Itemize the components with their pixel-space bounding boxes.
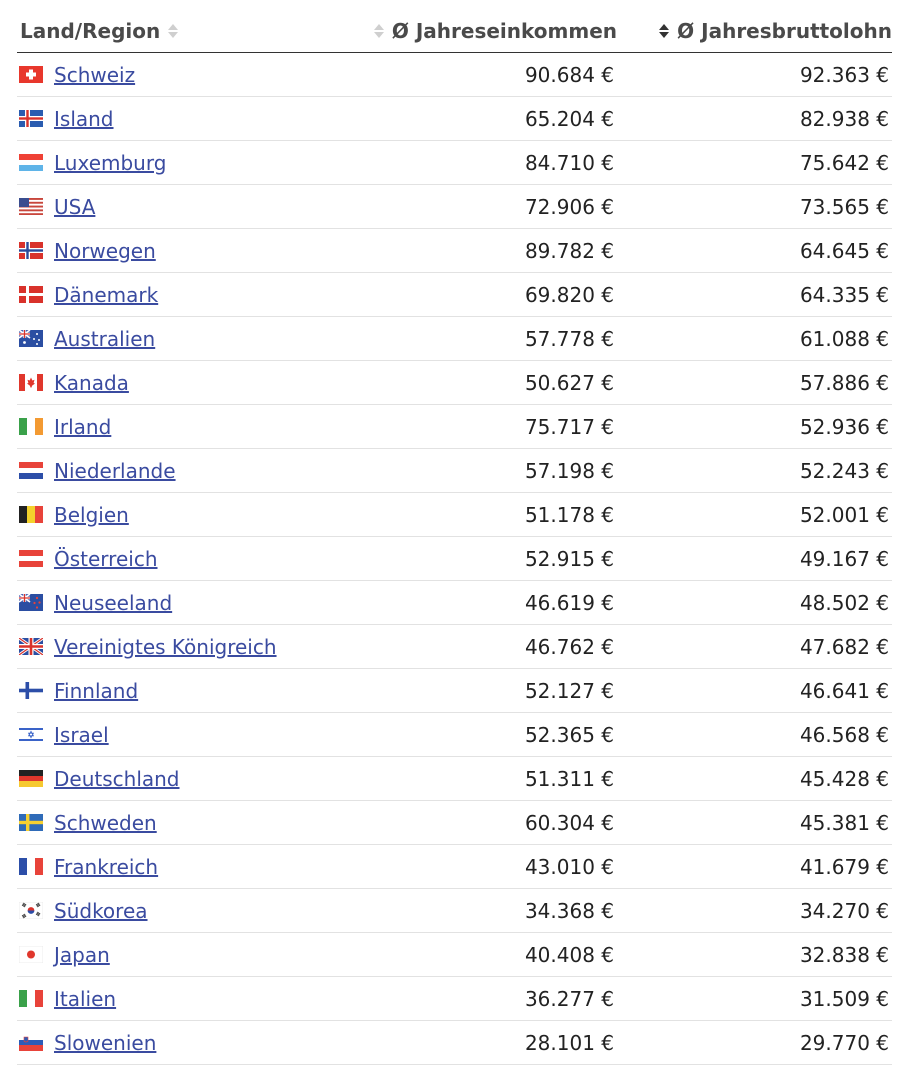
table-row	[17, 273, 892, 317]
einkommen-value: 72.906 €	[524, 194, 614, 219]
table-row	[17, 713, 892, 757]
country-cell	[17, 811, 337, 835]
sort-icon[interactable]	[167, 21, 179, 41]
country-link[interactable]: Slowenien	[54, 1030, 157, 1055]
country-link[interactable]: Frankreich	[54, 854, 159, 879]
header-einkommen-label[interactable]: Ø Jahreseinkommen	[391, 19, 617, 43]
finland-flag-icon	[19, 682, 43, 699]
ireland-flag-icon	[19, 418, 43, 435]
table-row	[17, 889, 892, 933]
einkommen-value: 57.198 €	[524, 458, 614, 483]
lohn-value: 31.509 €	[799, 986, 889, 1011]
einkommen-value: 46.762 €	[524, 634, 614, 659]
country-link[interactable]: Neuseeland	[54, 590, 173, 615]
lohn-value: 61.088 €	[799, 326, 889, 351]
iceland-flag-icon	[19, 110, 43, 127]
einkommen-value: 57.778 €	[524, 326, 614, 351]
table-row	[17, 581, 892, 625]
norway-flag-icon	[19, 242, 43, 259]
einkommen-value: 75.717 €	[524, 414, 614, 439]
table-row	[17, 757, 892, 801]
income-table	[17, 10, 892, 1065]
country-cell	[17, 547, 337, 571]
country-link[interactable]: Schweiz	[54, 62, 136, 87]
country-cell	[17, 371, 337, 395]
usa-flag-icon	[19, 198, 43, 215]
country-cell	[17, 899, 337, 923]
table-row	[17, 933, 892, 977]
lohn-value: 92.363 €	[799, 62, 889, 87]
lohn-value: 45.381 €	[799, 810, 889, 835]
lohn-value: 34.270 €	[799, 898, 889, 923]
country-link[interactable]: USA	[54, 194, 96, 219]
germany-flag-icon	[19, 770, 43, 787]
canada-flag-icon	[19, 374, 43, 391]
country-cell	[17, 855, 337, 879]
country-cell	[17, 63, 337, 87]
table-row	[17, 449, 892, 493]
einkommen-value: 52.915 €	[524, 546, 614, 571]
denmark-flag-icon	[19, 286, 43, 303]
country-cell	[17, 503, 337, 527]
country-link[interactable]: Luxemburg	[54, 150, 167, 175]
lohn-value: 52.001 €	[799, 502, 889, 527]
table-row	[17, 801, 892, 845]
table-row	[17, 361, 892, 405]
table-row	[17, 493, 892, 537]
table-header	[17, 10, 892, 53]
einkommen-value: 51.311 €	[524, 766, 614, 791]
south-korea-flag-icon	[19, 902, 43, 919]
united-kingdom-flag-icon	[19, 638, 43, 655]
israel-flag-icon	[19, 726, 43, 743]
table-row	[17, 229, 892, 273]
country-cell	[17, 239, 337, 263]
country-link[interactable]: Irland	[54, 414, 112, 439]
netherlands-flag-icon	[19, 462, 43, 479]
country-link[interactable]: Südkorea	[54, 898, 148, 923]
country-link[interactable]: Finnland	[54, 678, 139, 703]
country-cell	[17, 195, 337, 219]
table-body	[17, 53, 892, 1065]
belgium-flag-icon	[19, 506, 43, 523]
table-row	[17, 977, 892, 1021]
austria-flag-icon	[19, 550, 43, 567]
country-cell	[17, 943, 337, 967]
table-row	[17, 405, 892, 449]
luxembourg-flag-icon	[19, 154, 43, 171]
country-link[interactable]: Island	[54, 106, 114, 131]
lohn-value: 46.568 €	[799, 722, 889, 747]
lohn-value: 29.770 €	[799, 1030, 889, 1055]
sweden-flag-icon	[19, 814, 43, 831]
einkommen-value: 60.304 €	[524, 810, 614, 835]
einkommen-value: 43.010 €	[524, 854, 614, 879]
header-land-column[interactable]	[17, 19, 340, 43]
table-row	[17, 317, 892, 361]
lohn-value: 41.679 €	[799, 854, 889, 879]
table-row	[17, 97, 892, 141]
country-link[interactable]: Niederlande	[54, 458, 176, 483]
einkommen-value: 46.619 €	[524, 590, 614, 615]
country-cell	[17, 1031, 337, 1055]
country-link[interactable]: Schweden	[54, 810, 157, 835]
slovenia-flag-icon	[19, 1034, 43, 1051]
country-link[interactable]: Dänemark	[54, 282, 159, 307]
einkommen-value: 89.782 €	[524, 238, 614, 263]
country-cell	[17, 591, 337, 615]
japan-flag-icon	[19, 946, 43, 963]
lohn-value: 47.682 €	[799, 634, 889, 659]
einkommen-value: 51.178 €	[524, 502, 614, 527]
country-cell	[17, 679, 337, 703]
table-row	[17, 53, 892, 97]
country-link[interactable]: Kanada	[54, 370, 129, 395]
lohn-value: 73.565 €	[799, 194, 889, 219]
country-cell	[17, 327, 337, 351]
einkommen-value: 84.710 €	[524, 150, 614, 175]
einkommen-value: 65.204 €	[524, 106, 614, 131]
sort-descending-icon[interactable]	[658, 21, 670, 41]
header-lohn-column[interactable]	[617, 19, 892, 43]
country-cell	[17, 767, 337, 791]
country-link[interactable]: Australien	[54, 326, 156, 351]
australia-flag-icon	[19, 330, 43, 347]
country-cell	[17, 415, 337, 439]
country-link[interactable]: Österreich	[54, 546, 158, 571]
einkommen-value: 69.820 €	[524, 282, 614, 307]
lohn-value: 75.642 €	[799, 150, 889, 175]
table-row	[17, 669, 892, 713]
einkommen-value: 36.277 €	[524, 986, 614, 1011]
country-link[interactable]: Israel	[54, 722, 109, 747]
table-row	[17, 625, 892, 669]
country-cell	[17, 151, 337, 175]
lohn-value: 52.243 €	[799, 458, 889, 483]
einkommen-value: 28.101 €	[524, 1030, 614, 1055]
table-row	[17, 537, 892, 581]
header-einkommen-column[interactable]	[340, 19, 617, 43]
table-row	[17, 845, 892, 889]
sort-icon[interactable]	[373, 21, 385, 41]
lohn-value: 64.335 €	[799, 282, 889, 307]
country-link[interactable]: Belgien	[54, 502, 129, 527]
lohn-value: 45.428 €	[799, 766, 889, 791]
country-cell	[17, 635, 337, 659]
new-zealand-flag-icon	[19, 594, 43, 611]
table-row	[17, 1021, 892, 1065]
country-link[interactable]: Deutschland	[54, 766, 180, 791]
header-lohn-label[interactable]: Ø Jahresbruttolohn	[677, 19, 892, 43]
lohn-value: 46.641 €	[799, 678, 889, 703]
table-row	[17, 141, 892, 185]
einkommen-value: 90.684 €	[524, 62, 614, 87]
lohn-value: 52.936 €	[799, 414, 889, 439]
lohn-value: 32.838 €	[799, 942, 889, 967]
einkommen-value: 52.365 €	[524, 722, 614, 747]
header-land-label[interactable]: Land/Region	[20, 19, 161, 43]
country-cell	[17, 987, 337, 1011]
france-flag-icon	[19, 858, 43, 875]
country-cell	[17, 107, 337, 131]
country-link[interactable]: Japan	[54, 942, 110, 967]
italy-flag-icon	[19, 990, 43, 1007]
country-cell	[17, 723, 337, 747]
country-link[interactable]: Italien	[54, 986, 117, 1011]
country-cell	[17, 459, 337, 483]
lohn-value: 64.645 €	[799, 238, 889, 263]
country-link[interactable]: Norwegen	[54, 238, 156, 263]
lohn-value: 57.886 €	[799, 370, 889, 395]
lohn-value: 82.938 €	[799, 106, 889, 131]
country-cell	[17, 283, 337, 307]
lohn-value: 49.167 €	[799, 546, 889, 571]
switzerland-flag-icon	[19, 66, 43, 83]
einkommen-value: 40.408 €	[524, 942, 614, 967]
einkommen-value: 50.627 €	[524, 370, 614, 395]
lohn-value: 48.502 €	[799, 590, 889, 615]
einkommen-value: 52.127 €	[524, 678, 614, 703]
country-link[interactable]: Vereinigtes Königreich	[54, 634, 277, 659]
einkommen-value: 34.368 €	[524, 898, 614, 923]
table-row	[17, 185, 892, 229]
